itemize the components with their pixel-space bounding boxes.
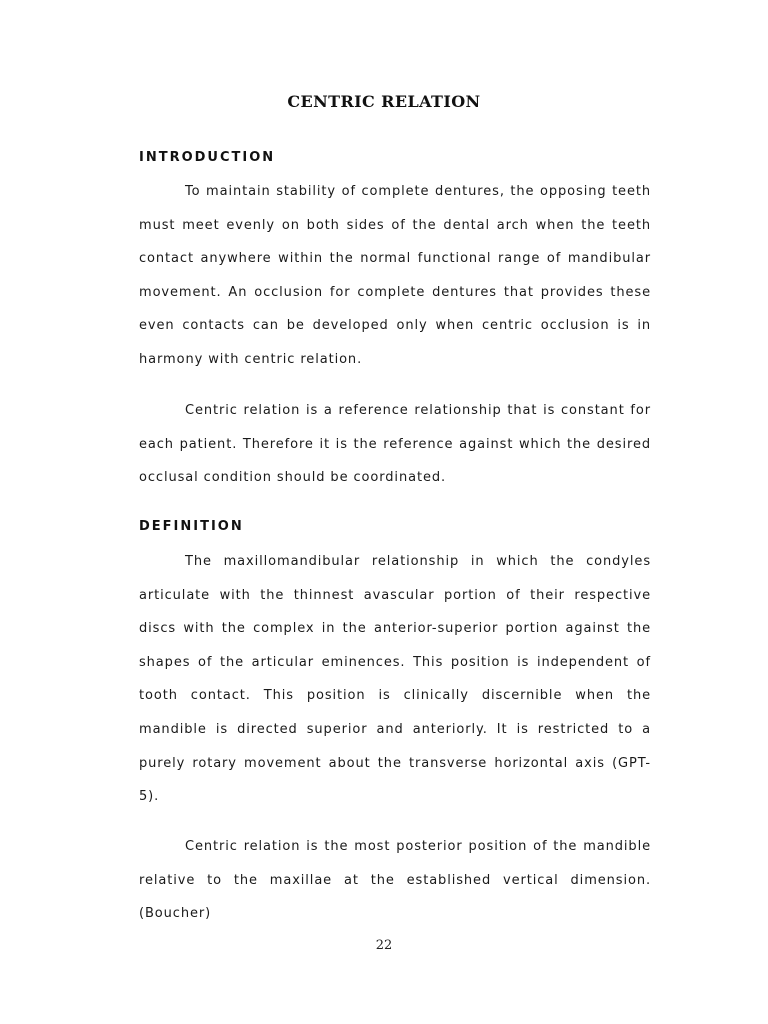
section-heading-introduction: INTRODUCTION [139,150,276,165]
section-heading-definition: DEFINITION [139,519,244,534]
paragraph-definition-1: The maxillomandibular relationship in which the condyles articulate with the thinnest avascular portion of their respective discs with the complex in the anterior-superior portion against the shapes of the articular eminences. This position is independent of tooth contact. This position is clinically discernible when the mandible is directed superior and anteriorly. It is restricted to a purely rotary movement about the transverse horizontal axis (GPT-5). [139,554,651,805]
paragraph-intro-1: To maintain stability of complete dentures, the opposing teeth must meet evenly on both sides of the dental arch when the teeth contact anywhere within the normal functional range of mandibular movement. An occlusion for complete dentures that provides these even contacts can be developed only when centric occlusion is in harmony with centric relation. [139,184,651,367]
page-title: CENTRIC RELATION [287,92,481,111]
page-number: 22 [375,938,393,953]
paragraph-definition-2: Centric relation is the most posterior position of the mandible relative to the maxillae at the established vertical dimension. (Boucher) [139,839,651,922]
paragraph-intro-2: Centric relation is a reference relationship that is constant for each patient. Therefore it is the reference against which the desired occlusal condition should be coordinated. [139,403,651,486]
